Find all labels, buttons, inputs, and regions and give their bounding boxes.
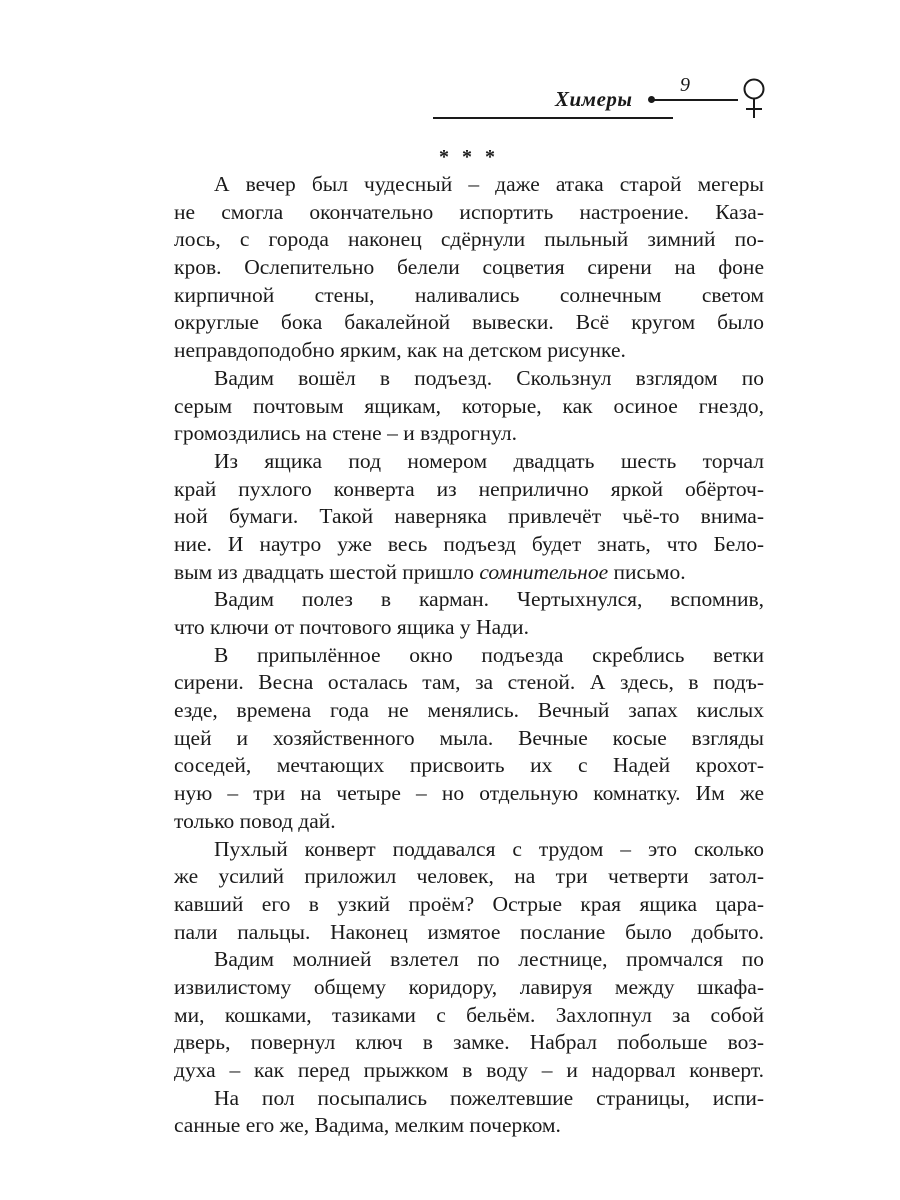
text-line: же усилий приложил человек, на три четверти затол- bbox=[174, 864, 764, 889]
running-head bbox=[0, 0, 900, 130]
text-segment: вым из двадцать шестой пришло bbox=[174, 559, 480, 584]
text-line: езде, времена года не менялись. Вечный запах кислых bbox=[174, 698, 764, 723]
text-line: кров. Ослепительно белели соцветия сирени на фоне bbox=[174, 255, 764, 280]
section-divider: * * * bbox=[439, 146, 499, 168]
text-line: ми, кошками, тазиками с бельём. Захлопнул за собой bbox=[174, 1002, 764, 1027]
text-segment: письмо. bbox=[608, 559, 686, 584]
text-line: серым почтовым ящикам, которые, как осиное гнездо, bbox=[174, 393, 764, 418]
text-line: извилистому общему коридору, лавируя между шкафа- bbox=[174, 974, 764, 999]
paragraph-8 bbox=[174, 1085, 764, 1140]
text-line: не смогла окончательно испортить настроение. Каза- bbox=[174, 199, 764, 224]
text-line: А вечер был чудесный – даже атака старой мегеры bbox=[214, 172, 764, 196]
text-line: только повод дай. bbox=[174, 808, 336, 833]
text-line: Вадим вошёл в подъезд. Скользнул взглядом по bbox=[214, 365, 764, 390]
text-line: щей и хозяйственного мыла. Вечные косые взгляды bbox=[174, 725, 764, 750]
page-number: 9 bbox=[680, 74, 690, 96]
header-ornament-line bbox=[654, 99, 738, 101]
chapter-text bbox=[174, 143, 764, 1140]
text-line: кавший его в узкий проём? Острые края ящика цара- bbox=[174, 891, 764, 916]
text-line: соседей, мечтающих присвоить их с Надей крохот- bbox=[174, 753, 764, 778]
paragraph-4 bbox=[174, 586, 764, 641]
book-title: Химеры bbox=[555, 87, 633, 111]
text-line: Из ящика под номером двадцать шесть торчал bbox=[214, 448, 764, 473]
text-line: округлые бока бакалейной вывески. Всё кругом было bbox=[174, 310, 764, 335]
text-line: ной бумаги. Такой наверняка привлечёт чьё-то внима- bbox=[174, 504, 764, 529]
text-line: что ключи от почтового ящика у Нади. bbox=[174, 615, 529, 639]
text-line: лось, с города наконец сдёрнули пыльный зимний по- bbox=[174, 227, 764, 252]
text-line: сирени. Весна осталась там, за стеной. А здесь, в подъ- bbox=[174, 670, 764, 695]
text-line: дверь, повернул ключ в замке. Набрал побольше воз- bbox=[174, 1030, 764, 1055]
paragraph-5 bbox=[174, 642, 764, 836]
text-line: кирпичной стены, наливались солнечным светом bbox=[174, 282, 764, 307]
text-line: Вадим молнией взлетел по лестнице, промчался по bbox=[214, 947, 764, 972]
text-line: санные его же, Вадима, мелким почерком. bbox=[174, 1113, 561, 1138]
paragraph-3 bbox=[174, 448, 764, 586]
text-line: духа – как перед прыжком в воду – и надорвал конверт. bbox=[174, 1058, 764, 1082]
paragraph-2 bbox=[174, 365, 764, 448]
emphasized-word: сомнительное bbox=[479, 559, 609, 584]
text-line: На пол посыпались пожелтевшие страницы, испи- bbox=[214, 1085, 764, 1110]
text-line: громоздились на стене – и вздрогнул. bbox=[174, 421, 518, 446]
text-line: В припылённое окно подъезда скреблись ветки bbox=[214, 642, 764, 667]
paragraph-6 bbox=[174, 836, 764, 947]
text-line: пали пальцы. Наконец измятое послание было добыто. bbox=[174, 919, 764, 944]
text-line bbox=[174, 559, 764, 587]
text-line: Вадим полез в карман. Чертыхнулся, вспомнив, bbox=[214, 587, 764, 612]
header-rule bbox=[433, 117, 673, 119]
text-line: край пухлого конверта из неприлично яркой обёрточ- bbox=[174, 476, 764, 501]
paragraph-1 bbox=[174, 171, 764, 365]
text-line: ние. И наутро уже весь подъезд будет знать, что Бело- bbox=[174, 531, 764, 556]
text-line: ную – три на четыре – но отдельную комнатку. Им же bbox=[174, 781, 764, 806]
text-line: Пухлый конверт поддавался с трудом – это сколько bbox=[214, 836, 764, 861]
venus-symbol-icon bbox=[739, 76, 769, 120]
text-line: неправдоподобно ярким, как на детском рисунке. bbox=[174, 338, 626, 363]
paragraph-7 bbox=[174, 946, 764, 1084]
